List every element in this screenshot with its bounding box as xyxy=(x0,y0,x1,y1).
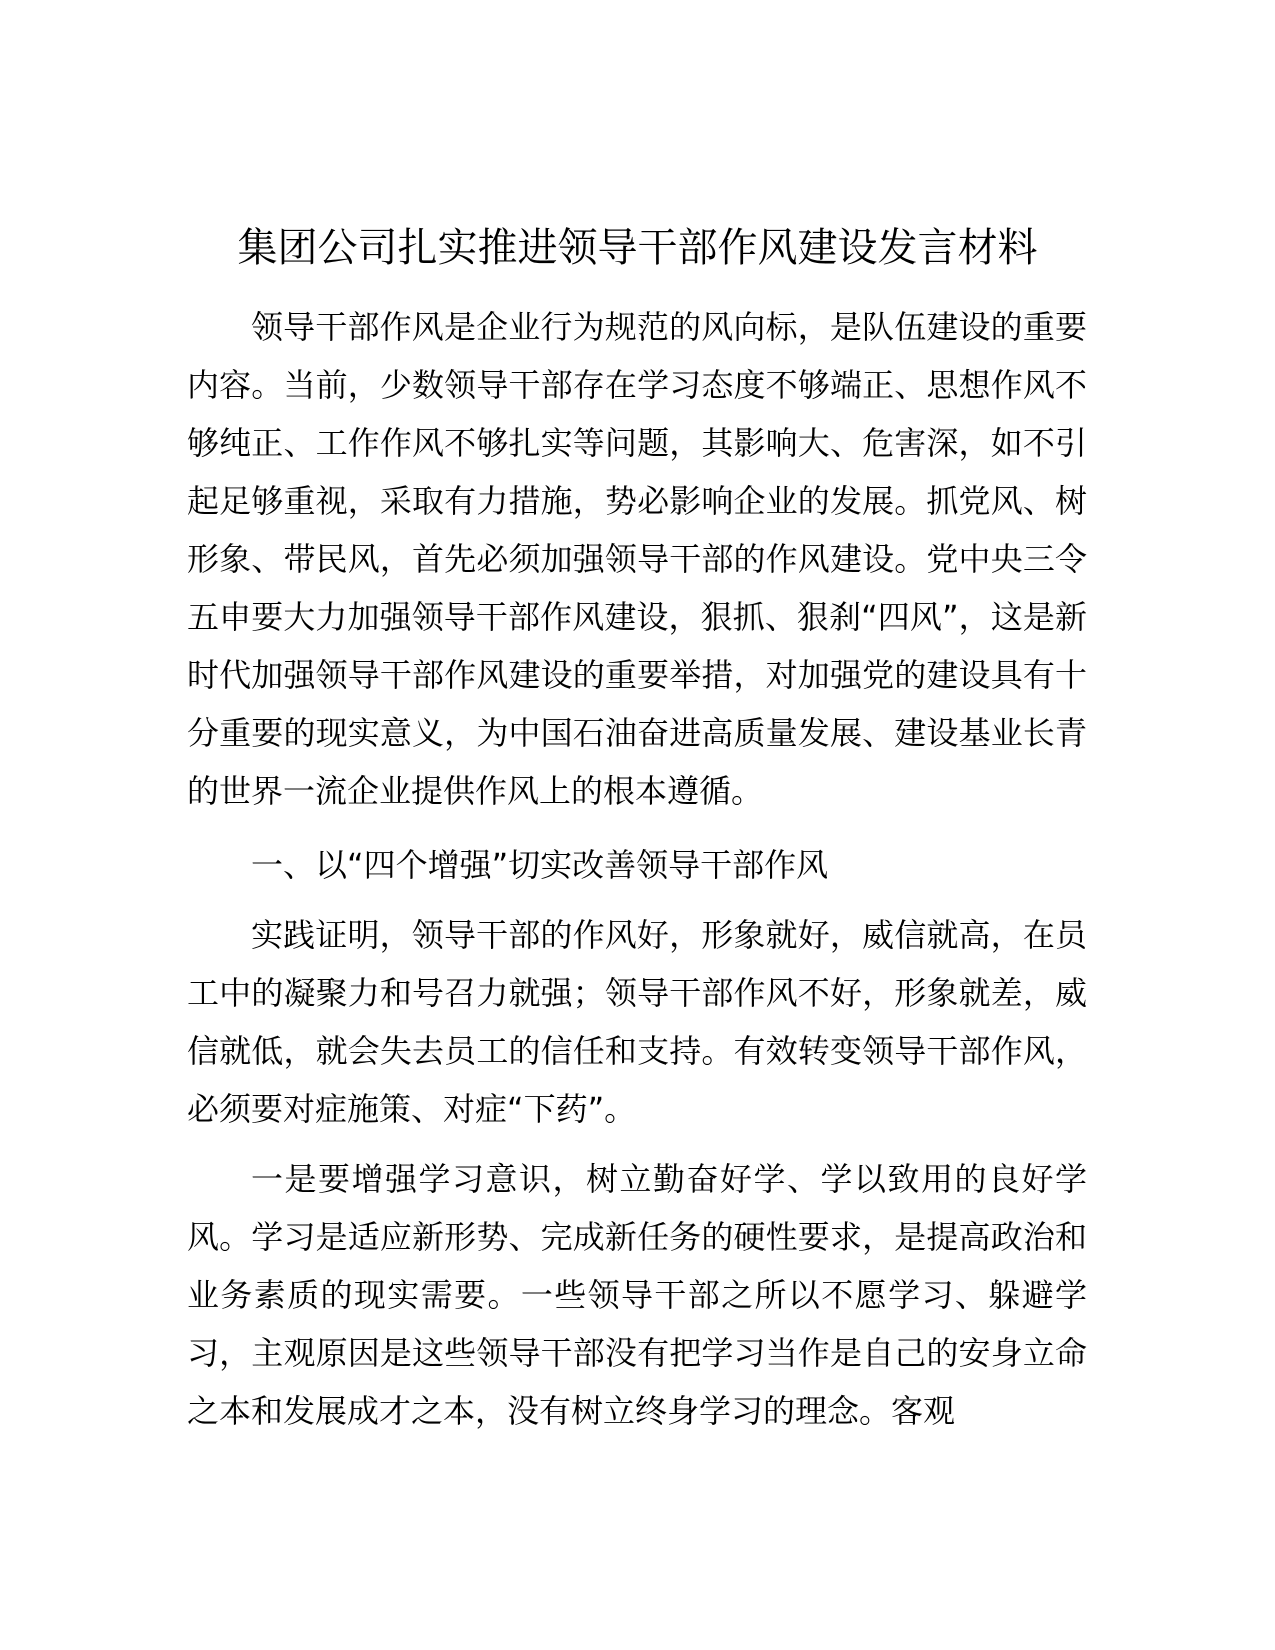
intro-paragraph: 领导干部作风是企业行为规范的风向标，是队伍建设的重要内容。当前，少数领导干部存在学习态度不够端正、思想作风不够纯正、工作作风不够扎实等问题，其影响大、危害深，如不引起足够重视，采取有力措施，势必影响企业的发展。抓党风、树形象、带民风，首先必须加强领导干部的作风建设。党中央三令五申要大力加强领导干部作风建设，狠抓、狠刹“四风”，这是新时代加强领导干部作风建设的重要举措，对加强党的建设具有十分重要的现实意义，为中国石油奋进高质量发展、建设基业长青的世界一流企业提供作风上的根本遵循。 xyxy=(187,308,1087,810)
point-paragraph: 一是要增强学习意识，树立勤奋好学、学以致用的良好学风。学习是适应新形势、完成新任务的硬性要求，是提高政治和业务素质的现实需要。一些领导干部之所以不愿学习、躲避学习，主观原因是这些领导干部没有把学习当作是自己的安身立命之本和发展成才之本，没有树立终身学习的理念。客观 xyxy=(187,1160,1087,1430)
section-paragraph: 实践证明，领导干部的作风好，形象就好，威信就高，在员工中的凝聚力和号召力就强；领导干部作风不好，形象就差，威信就低，就会失去员工的信任和支持。有效转变领导干部作风，必须要对症施策、对症“下药”。 xyxy=(187,916,1087,1128)
document-title: 集团公司扎实推进领导干部作风建设发言材料 xyxy=(237,225,1038,271)
section-heading: 一、以“四个增强”切实改善领导干部作风 xyxy=(251,846,829,884)
document-body xyxy=(187,298,1087,1440)
